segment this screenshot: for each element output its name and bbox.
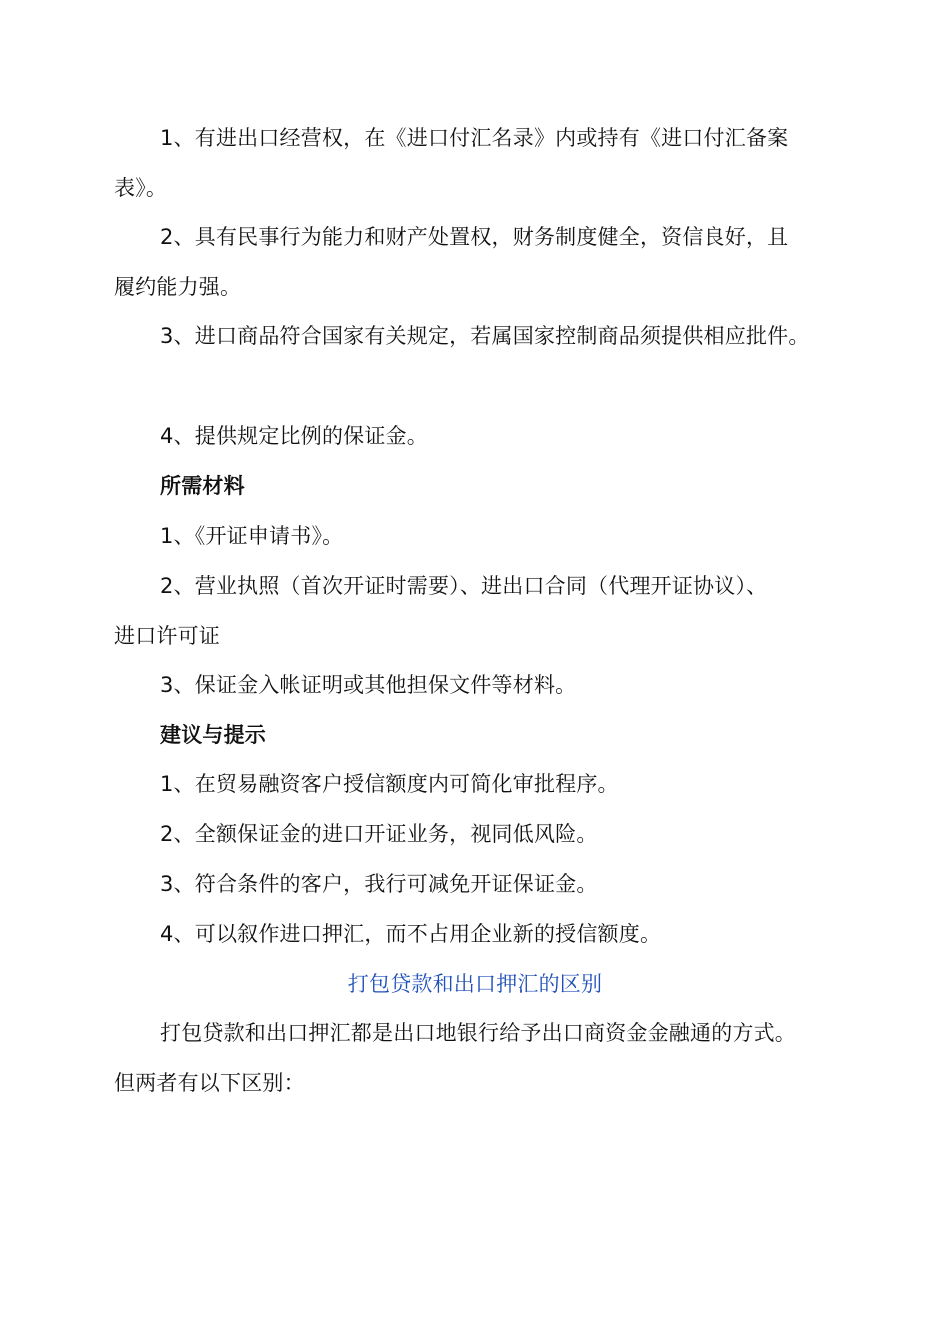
paragraph-line: 3、进口商品符合国家有关规定，若属国家控制商品须提供相应批件。 [160,324,810,348]
paragraph-line: 3、保证金入帐证明或其他担保文件等材料。 [160,673,577,697]
paragraph-line: 进口许可证 [114,624,220,648]
section-heading: 所需材料 [160,474,245,498]
paragraph-line: 2、营业执照（首次开证时需要）、进出口合同（代理开证协议）、 [160,574,768,598]
paragraph-line: 履约能力强。 [114,275,242,299]
section-heading: 建议与提示 [160,723,266,747]
paragraph-line: 1、《开证申请书》。 [160,524,344,548]
paragraph-line: 4、可以叙作进口押汇，而不占用企业新的授信额度。 [160,922,662,946]
paragraph-line: 4、提供规定比例的保证金。 [160,424,428,448]
section-title: 打包贷款和出口押汇的区别 [347,972,603,996]
paragraph-line: 3、符合条件的客户，我行可减免开证保证金。 [160,872,598,896]
paragraph-line: 打包贷款和出口押汇都是出口地银行给予出口商资金金融通的方式。 [160,1021,796,1045]
paragraph-line: 1、有进出口经营权，在《进口付汇名录》内或持有《进口付汇备案 [160,126,789,150]
paragraph-line: 1、在贸易融资客户授信额度内可简化审批程序。 [160,772,619,796]
paragraph-line: 但两者有以下区别： [114,1071,305,1095]
paragraph-line: 2、具有民事行为能力和财产处置权，财务制度健全，资信良好，且 [160,225,789,249]
paragraph-line: 表》。 [114,176,168,200]
paragraph-line: 2、全额保证金的进口开证业务，视同低风险。 [160,822,598,846]
